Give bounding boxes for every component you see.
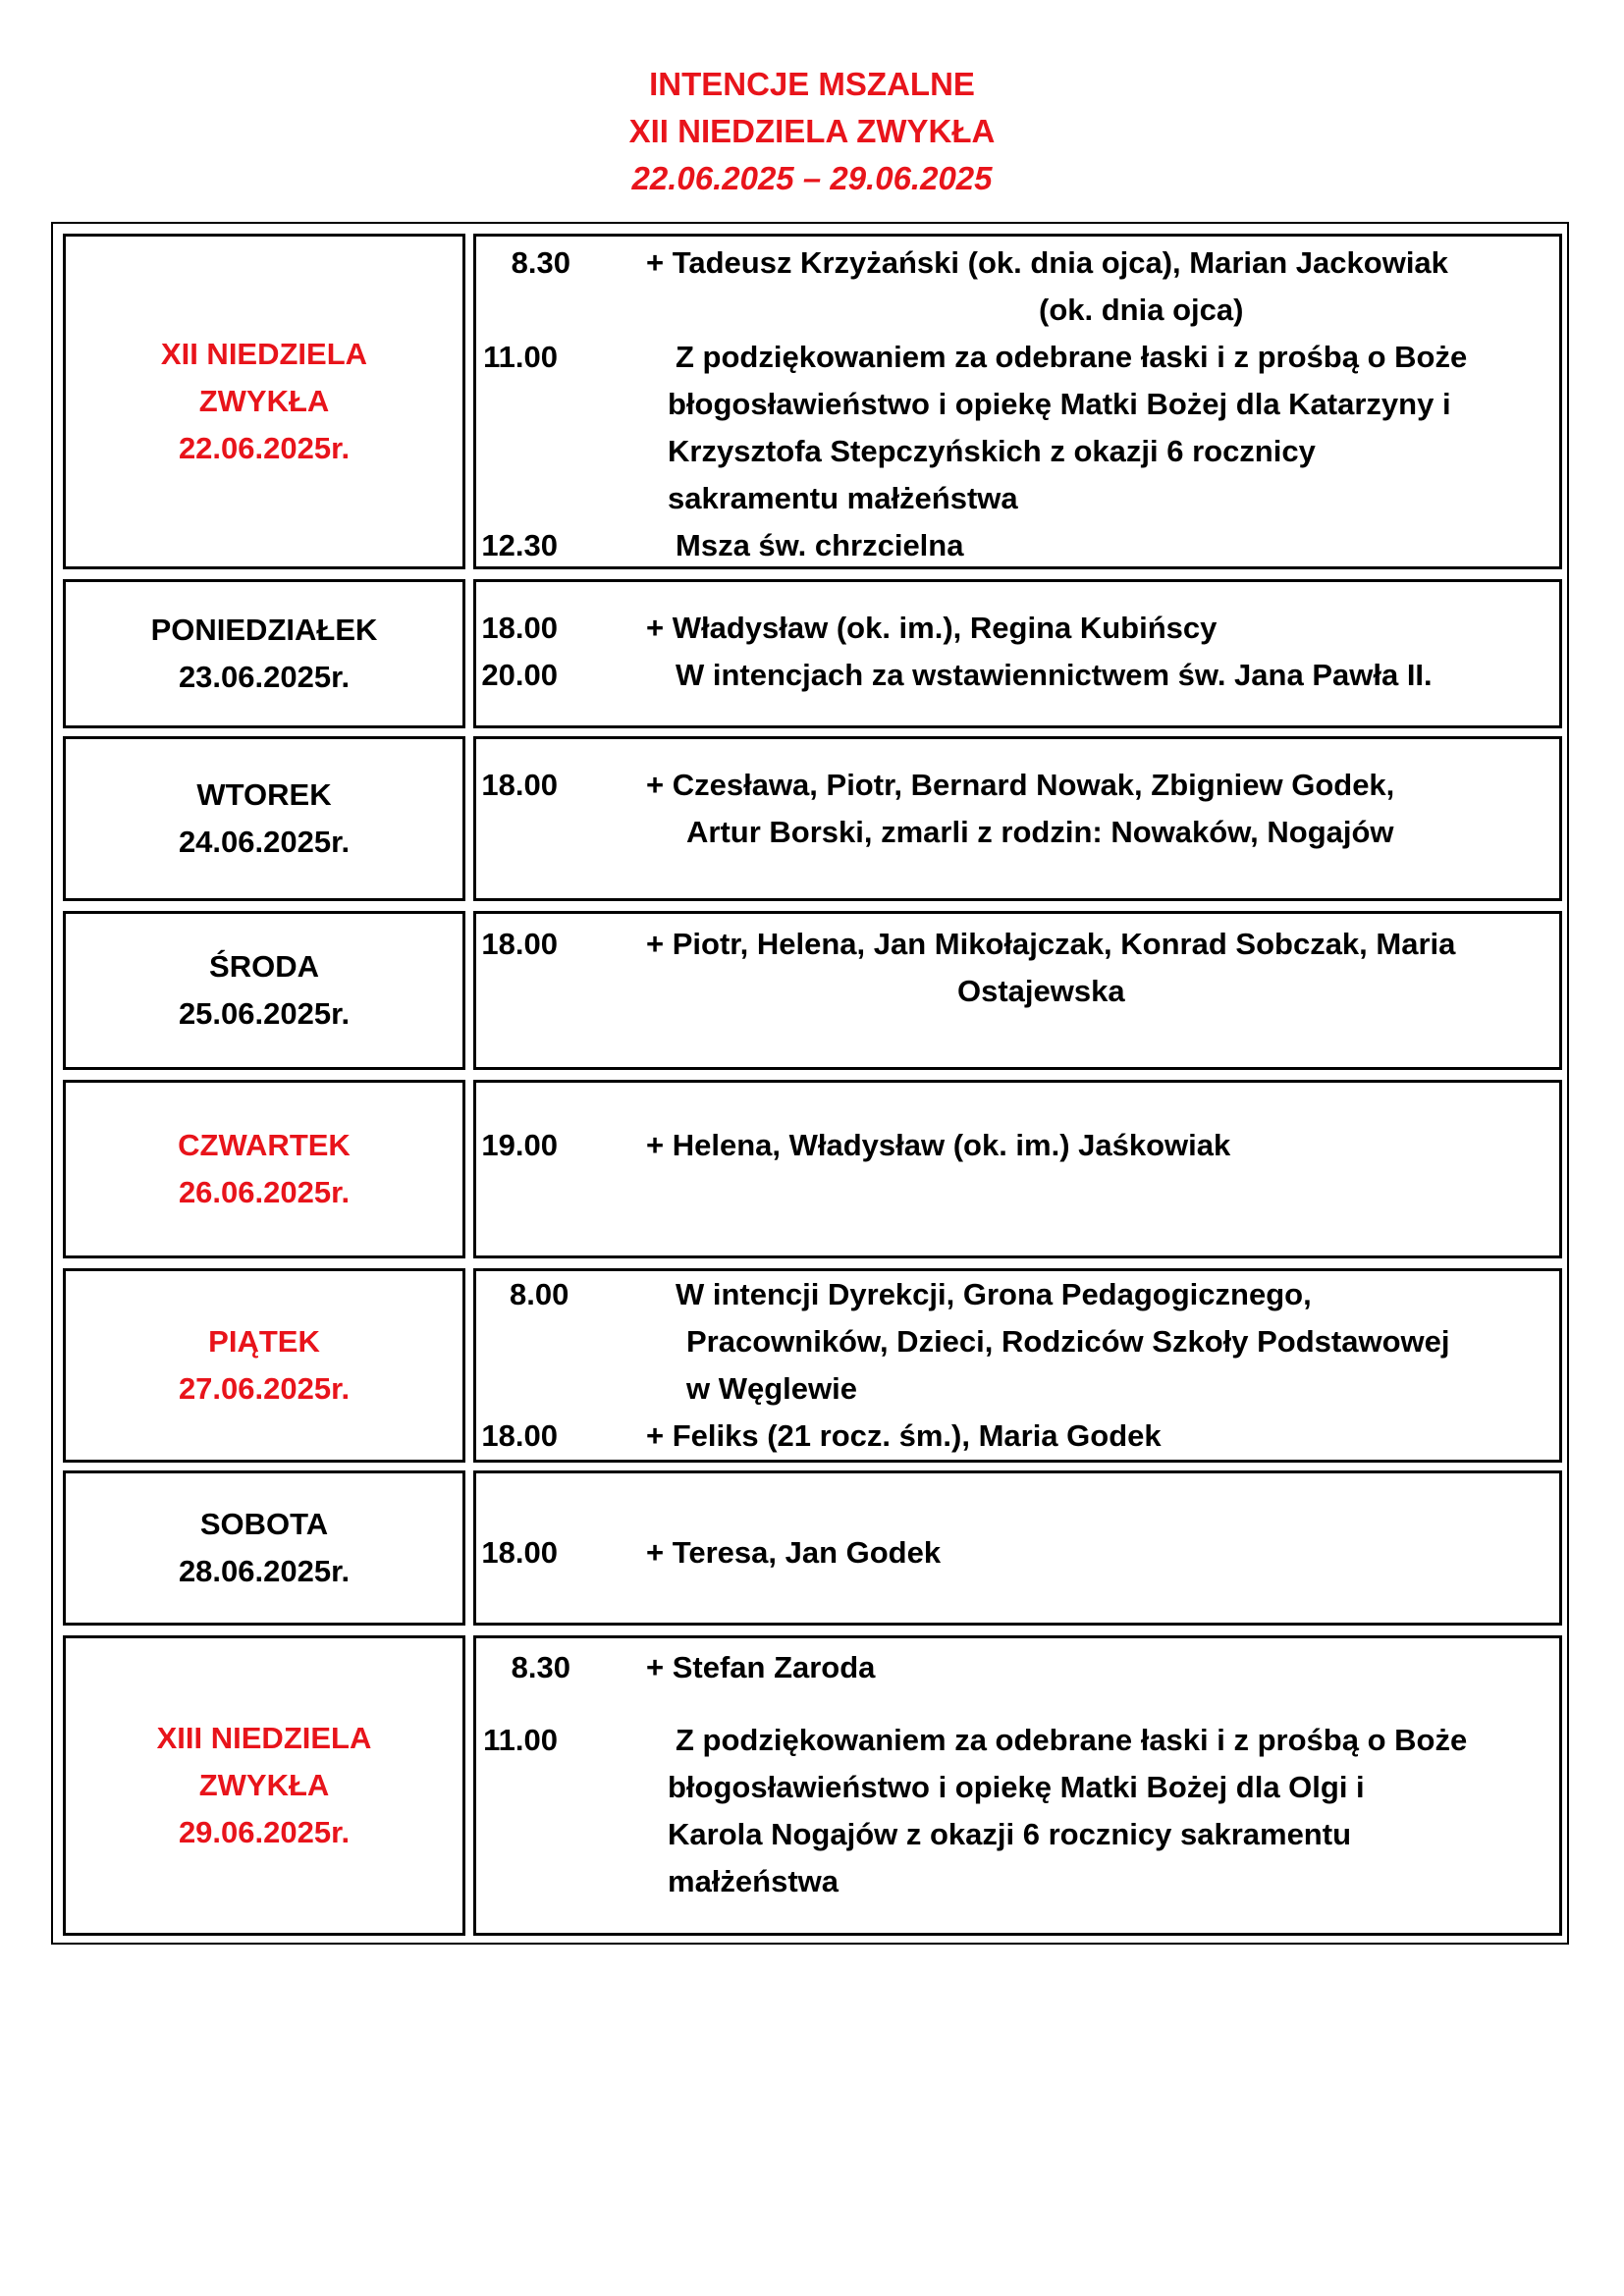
entries-cell-friday bbox=[473, 1268, 1562, 1463]
entries-cell-tuesday bbox=[473, 736, 1562, 901]
intention-line: (ok. dnia ojca) bbox=[1039, 293, 1244, 327]
intention-line: + Tadeusz Krzyżański (ok. dnia ojca), Marian Jackowiak bbox=[646, 245, 1448, 280]
day-date: 23.06.2025r. bbox=[178, 660, 351, 694]
intention-line: Msza św. chrzcielna bbox=[676, 528, 964, 562]
intention-line: Z podziękowaniem za odebrane łaski i z prośbą o Boże bbox=[676, 1723, 1468, 1757]
day-name: PONIEDZIAŁEK bbox=[150, 613, 378, 647]
mass-time: 18.00 bbox=[481, 927, 558, 961]
intention-line: Krzysztofa Stepczyńskich z okazji 6 rocznicy bbox=[668, 434, 1316, 468]
day-name: ZWYKŁA bbox=[198, 1768, 330, 1802]
entries-cell-saturday bbox=[473, 1470, 1562, 1626]
day-date: 25.06.2025r. bbox=[178, 996, 351, 1031]
entries-cell-sunday-xii bbox=[473, 234, 1562, 569]
intention-line: + Czesława, Piotr, Bernard Nowak, Zbigniew Godek, bbox=[646, 768, 1395, 802]
intention-line: Artur Borski, zmarli z rodzin: Nowaków, Nogajów bbox=[686, 815, 1394, 849]
day-name: ŚRODA bbox=[209, 949, 319, 984]
intention-line: Pracowników, Dzieci, Rodziców Szkoły Podstawowej bbox=[686, 1324, 1450, 1359]
intention-line: w Węglewie bbox=[686, 1371, 857, 1406]
intention-line: + Stefan Zaroda bbox=[646, 1650, 876, 1684]
intention-line: + Piotr, Helena, Jan Mikołajczak, Konrad Sobczak, Maria bbox=[646, 927, 1456, 961]
day-name: XIII NIEDZIELA bbox=[156, 1721, 372, 1755]
entries-cell-monday bbox=[473, 579, 1562, 728]
intention-line: + Władysław (ok. im.), Regina Kubińscy bbox=[646, 611, 1218, 645]
mass-time: 18.00 bbox=[481, 611, 558, 645]
date-range: 22.06.2025 – 29.06.2025 bbox=[631, 160, 993, 196]
page-title: INTENCJE MSZALNE bbox=[649, 66, 975, 102]
intention-line: + Feliks (21 rocz. śm.), Maria Godek bbox=[646, 1418, 1162, 1453]
intention-line: małżeństwa bbox=[668, 1864, 839, 1898]
mass-time: 18.00 bbox=[481, 1418, 558, 1453]
intention-line: błogosławieństwo i opiekę Matki Bożej dla Olgi i bbox=[668, 1770, 1365, 1804]
intention-line: Karola Nogajów z okazji 6 rocznicy sakramentu bbox=[668, 1817, 1352, 1851]
day-cell-wednesday bbox=[63, 911, 465, 1070]
mass-time: 18.00 bbox=[481, 768, 558, 802]
day-cell-tuesday bbox=[63, 736, 465, 901]
day-date: 22.06.2025r. bbox=[178, 431, 351, 465]
intention-line: Ostajewska bbox=[957, 974, 1125, 1008]
day-cell-saturday bbox=[63, 1470, 465, 1626]
day-cell-friday bbox=[63, 1268, 465, 1463]
mass-time: 19.00 bbox=[481, 1128, 558, 1162]
day-name: ZWYKŁA bbox=[198, 384, 330, 418]
mass-time: 18.00 bbox=[481, 1535, 558, 1570]
mass-time: 12.30 bbox=[481, 528, 558, 562]
mass-time: 8.30 bbox=[511, 1650, 570, 1684]
intention-line: + Helena, Władysław (ok. im.) Jaśkowiak bbox=[646, 1128, 1231, 1162]
intention-line: sakramentu małżeństwa bbox=[668, 481, 1018, 515]
mass-time: 20.00 bbox=[481, 658, 558, 692]
day-cell-monday bbox=[63, 579, 465, 728]
day-name: PIĄTEK bbox=[208, 1324, 320, 1359]
day-name: WTOREK bbox=[196, 777, 332, 812]
intention-line: + Teresa, Jan Godek bbox=[646, 1535, 942, 1570]
mass-time: 11.00 bbox=[483, 1723, 558, 1757]
day-date: 26.06.2025r. bbox=[178, 1175, 351, 1209]
mass-time: 11.00 bbox=[483, 340, 558, 374]
intention-line: błogosławieństwo i opiekę Matki Bożej dla Katarzyny i bbox=[668, 387, 1451, 421]
day-name: CZWARTEK bbox=[178, 1128, 351, 1162]
day-name: SOBOTA bbox=[199, 1507, 329, 1541]
entries-cell-wednesday bbox=[473, 911, 1562, 1070]
intention-line: W intencji Dyrekcji, Grona Pedagogicznego, bbox=[676, 1277, 1312, 1311]
day-date: 28.06.2025r. bbox=[178, 1554, 351, 1588]
day-date: 24.06.2025r. bbox=[178, 825, 351, 859]
page-subtitle: XII NIEDZIELA ZWYKŁA bbox=[628, 113, 996, 149]
mass-time: 8.00 bbox=[510, 1277, 569, 1311]
intention-line: Z podziękowaniem za odebrane łaski i z prośbą o Boże bbox=[676, 340, 1468, 374]
entries-cell-sunday-xiii bbox=[473, 1635, 1562, 1936]
day-cell-sunday-xii bbox=[63, 234, 465, 569]
mass-time: 8.30 bbox=[511, 245, 570, 280]
day-date: 27.06.2025r. bbox=[178, 1371, 351, 1406]
intention-line: W intencjach za wstawiennictwem św. Jana Pawła II. bbox=[676, 658, 1433, 692]
entries-cell-thursday bbox=[473, 1080, 1562, 1258]
day-name: XII NIEDZIELA bbox=[160, 337, 368, 371]
page-header bbox=[0, 61, 1624, 202]
day-date: 29.06.2025r. bbox=[178, 1815, 351, 1849]
day-cell-thursday bbox=[63, 1080, 465, 1258]
day-cell-sunday-xiii bbox=[63, 1635, 465, 1936]
